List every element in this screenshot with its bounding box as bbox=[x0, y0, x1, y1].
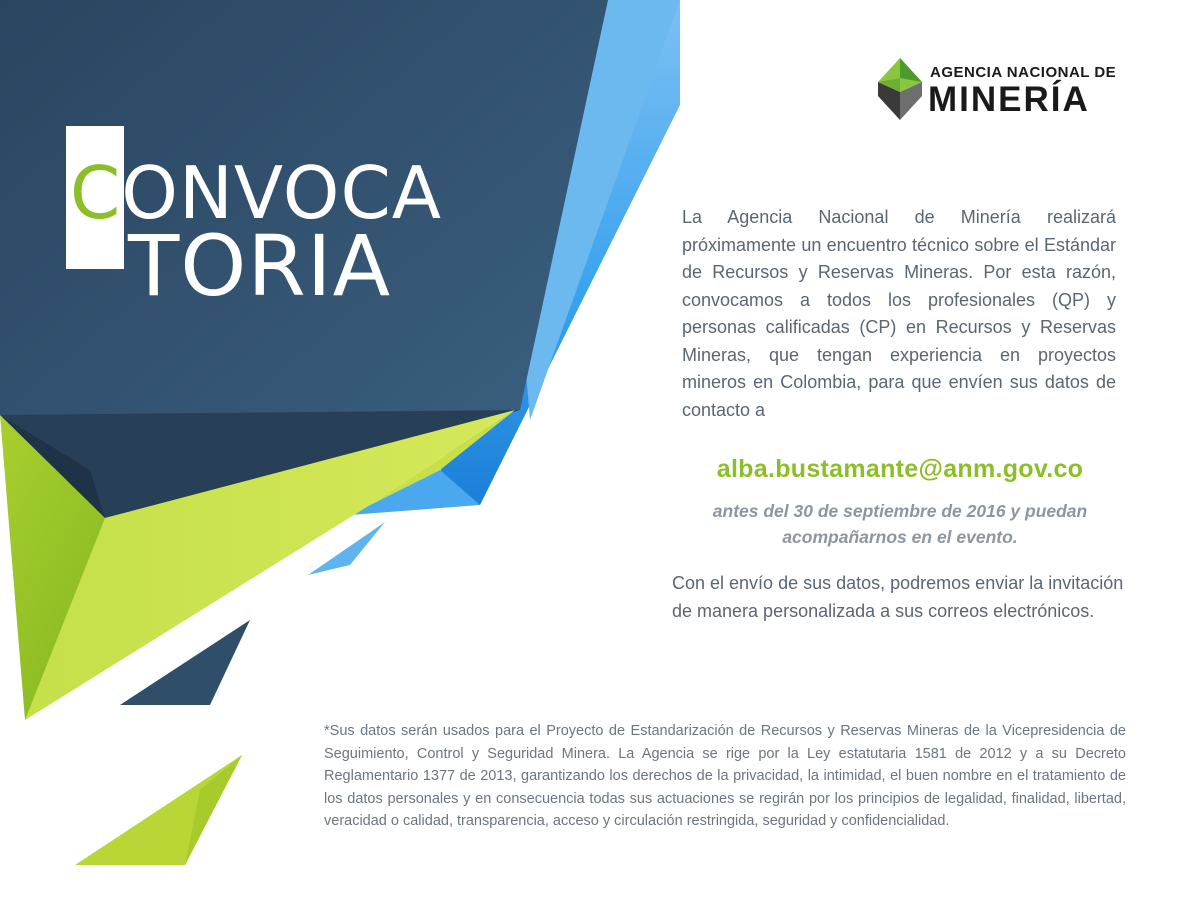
logo-line-2: MINERÍA bbox=[928, 80, 1090, 119]
closing-paragraph: Con el envío de sus datos, podremos enviar la invitación de manera personalizada a sus correos electrónicos. bbox=[672, 573, 1124, 621]
green-gray-diamond-icon bbox=[878, 58, 922, 120]
privacy-disclaimer: *Sus datos serán usados para el Proyecto de Estandarización de Recursos y Reservas Mineras de la Vicepresidencia de Seguimiento, Control y Seguridad Minera. La Agencia se rige por la Ley estatutaria 1581 de 2012 y a su Decreto Reglamentario 1377 de 2013, garantizando los derechos de la privacidad, la intimidad, el buen nombre en el tratamiento de los datos personales y en consecuencia todas sus actuaciones se regirán por los principios de legalidad, finalidad, libertad, veracidad o calidad, transparencia, acceso y circulación restringida, seguridad y confidencialidad. bbox=[324, 723, 1126, 829]
title-line-2: TORIA bbox=[128, 217, 392, 315]
anm-logo bbox=[878, 58, 1120, 124]
title-initial: C bbox=[70, 151, 122, 235]
green-bottom-shard bbox=[75, 755, 242, 865]
deadline-note: antes del 30 de septiembre de 2016 y puedan acompañarnos en el evento. bbox=[712, 501, 1088, 547]
intro-paragraph: La Agencia Nacional de Minería realizará próximamente un encuentro técnico sobre el Estándar de Recursos y Reservas Mineras. Por esta razón, convocamos a todos los profesionales (QP) y personas calificadas (CP) en Recursos y Reservas Mineras, que tengan experiencia en proyectos mineros en Colombia, para que envíen sus datos de contacto a bbox=[682, 207, 1116, 420]
logo-line-1: AGENCIA NACIONAL DE bbox=[930, 64, 1117, 81]
title-line-1-rest: ONVOCA bbox=[121, 151, 442, 235]
contact-email[interactable]: alba.bustamante@anm.gov.co bbox=[716, 455, 1084, 483]
